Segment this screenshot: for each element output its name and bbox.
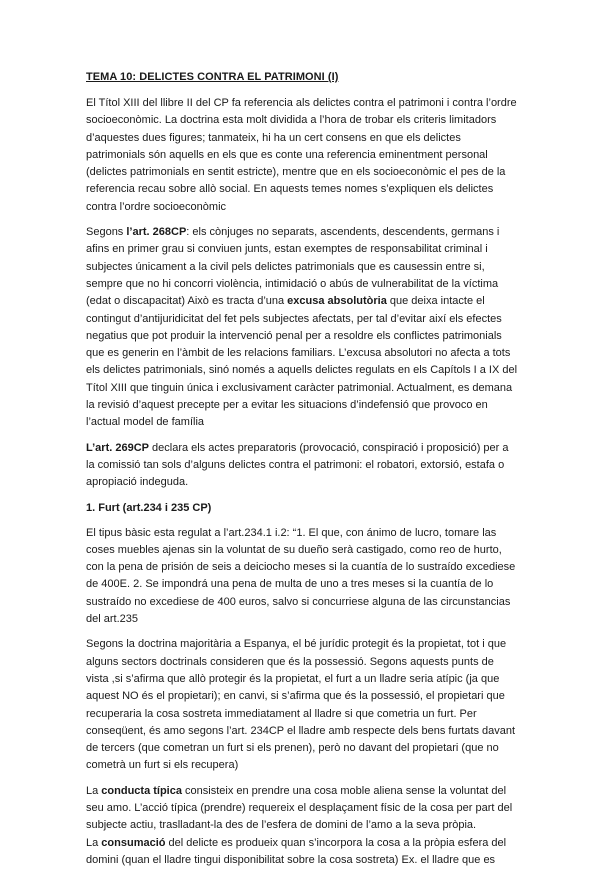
text-run: Segons — [86, 226, 127, 239]
bold-ref-art-268: l’art. 268CP — [126, 226, 187, 239]
text-run: que deixa intacte el contingut d’antijuridicitat del fet pels subjectes afectats, per tal d’evitar així els efectes negatius que pot produir la intervenció penal per a resoldre els conflictes patrimonials que es generin en l’àmbit de les relacions familiars. L’excusa absolutori no afecta a tots els delictes patrimonials, sinó només a aquells delictes regulats en els Capítols I a IX del Títol XIII que tinguin única i exclusivament caràcter patrimonial. Actualment, es demana la revisió d’aquest precepte per a evitar les situacions d’indefensió que provoco en l’actual model de família — [86, 295, 518, 429]
paragraph-intro: El Títol XIII del llibre II del CP fa referencia als delictes contra el patrimoni i contra l’ordre socioeconòmic. La doctrina esta molt dividida a l’hora de trobar els criteris limitadors d’aquestes dues figures; tanmateix, hi ha un cert consens en que els delictes patrimonials són aquells en els que es conte una referencia eminentment personal (delictes patrimonials en sentit estricte), mentre que en els socioeconòmic el pes de la referencia recau sobre allò social. En aquests temes nomes s’expliquen els delictes contra l’ordre socioeconòmic — [86, 97, 517, 213]
bold-term-conducta: conducta típica — [101, 784, 182, 797]
bold-ref-art-269: L’art. 269CP — [86, 441, 149, 454]
text-run: consisteix en prendre una cosa moble aliena sense la voluntat del seu amo. L’acció típica (prendre) requereix el desplaçament físic de la cosa per part del subjecte actiu, traslladant-la des de l’esfera de domini de l’amo a la seva pròpia. — [86, 784, 513, 832]
text-run: declara els actes preparatoris (provocació, conspiració i proposició) per a la comissió tan sols d’alguns delictes contra el patrimoni: el robatori, extorsió, estafa o apropiació indeguda. — [86, 441, 509, 489]
text-run: La — [86, 836, 102, 849]
paragraph-consumacio — [86, 835, 518, 869]
paragraph-tipus-basic: El tipus bàsic esta regulat a l’art.234.1 i.2: “1. El que, con ánimo de lucro, tomare las coses muebles ajenas sin la voluntat de su dueño serà castigado, como reo de hurto, con la pena de prisión de seis a deiciocho meses si la cuantía de lo sustraído excediese de 400E. 2. Se impondrá una pena de multa de uno a tres meses si la cuantía de lo sustraído no excediese de 400 euros, salvo si concurriese alguna de las circunstancias del art.235 — [86, 526, 516, 626]
section-heading-furt: 1. Furt (art.234 i 235 CP) — [86, 501, 212, 514]
bold-term-excusa: excusa absolutòria — [287, 295, 387, 308]
text-run: La — [86, 784, 102, 797]
bold-term-consumacio: consumació — [101, 836, 166, 849]
text-run: : els cònjuges no separats, ascendents, descendents, germans i afins en primer grau si conviuen junts, estan exemptes de responsabilitat criminal i subjectes únicament a la civil pels delictes patrimonials que es causessin entre si, sempre que no hi concorri violència, intimidació o abús de vulnerabilitat de la víctima (edat o discapacitat) Això es tracta d’una — [86, 226, 500, 308]
document-title: TEMA 10: DELICTES CONTRA EL PATRIMONI (I) — [86, 71, 339, 83]
paragraph-art-268 — [86, 224, 518, 432]
paragraph-art-269 — [86, 440, 518, 492]
paragraph-conducta-tipica — [86, 783, 518, 835]
paragraph-be-juridic: Segons la doctrina majoritària a Espanya, el bé jurídic protegit és la propietat, tot i que alguns sectors doctrinals consideren que és la possessió. Segons aquests punts de vista ,si s’afirma que allò protegir és la propietat, el furt a un lladre seria atípic (ja que aquest NO és el propietari); en canvi, si s’afirma que és la possessió, el propietari que recuperaria la cosa sostreta immediatament al lladre si que cometria un furt. Per conseqüent, és amo segons l’art. 234CP el lladre amb respecte dels bens furtats davant de tercers (que cometran un furt si els prenen), però no davant del propietari (que no cometrà un furt si els recupera) — [86, 638, 516, 772]
text-run: del delicte es produeix quan s’incorpora la cosa a la pròpia esfera del domini (quan el lladre tingui disponibilitat sobre la cosa sostreta) Ex. el lladre que es — [86, 836, 507, 866]
